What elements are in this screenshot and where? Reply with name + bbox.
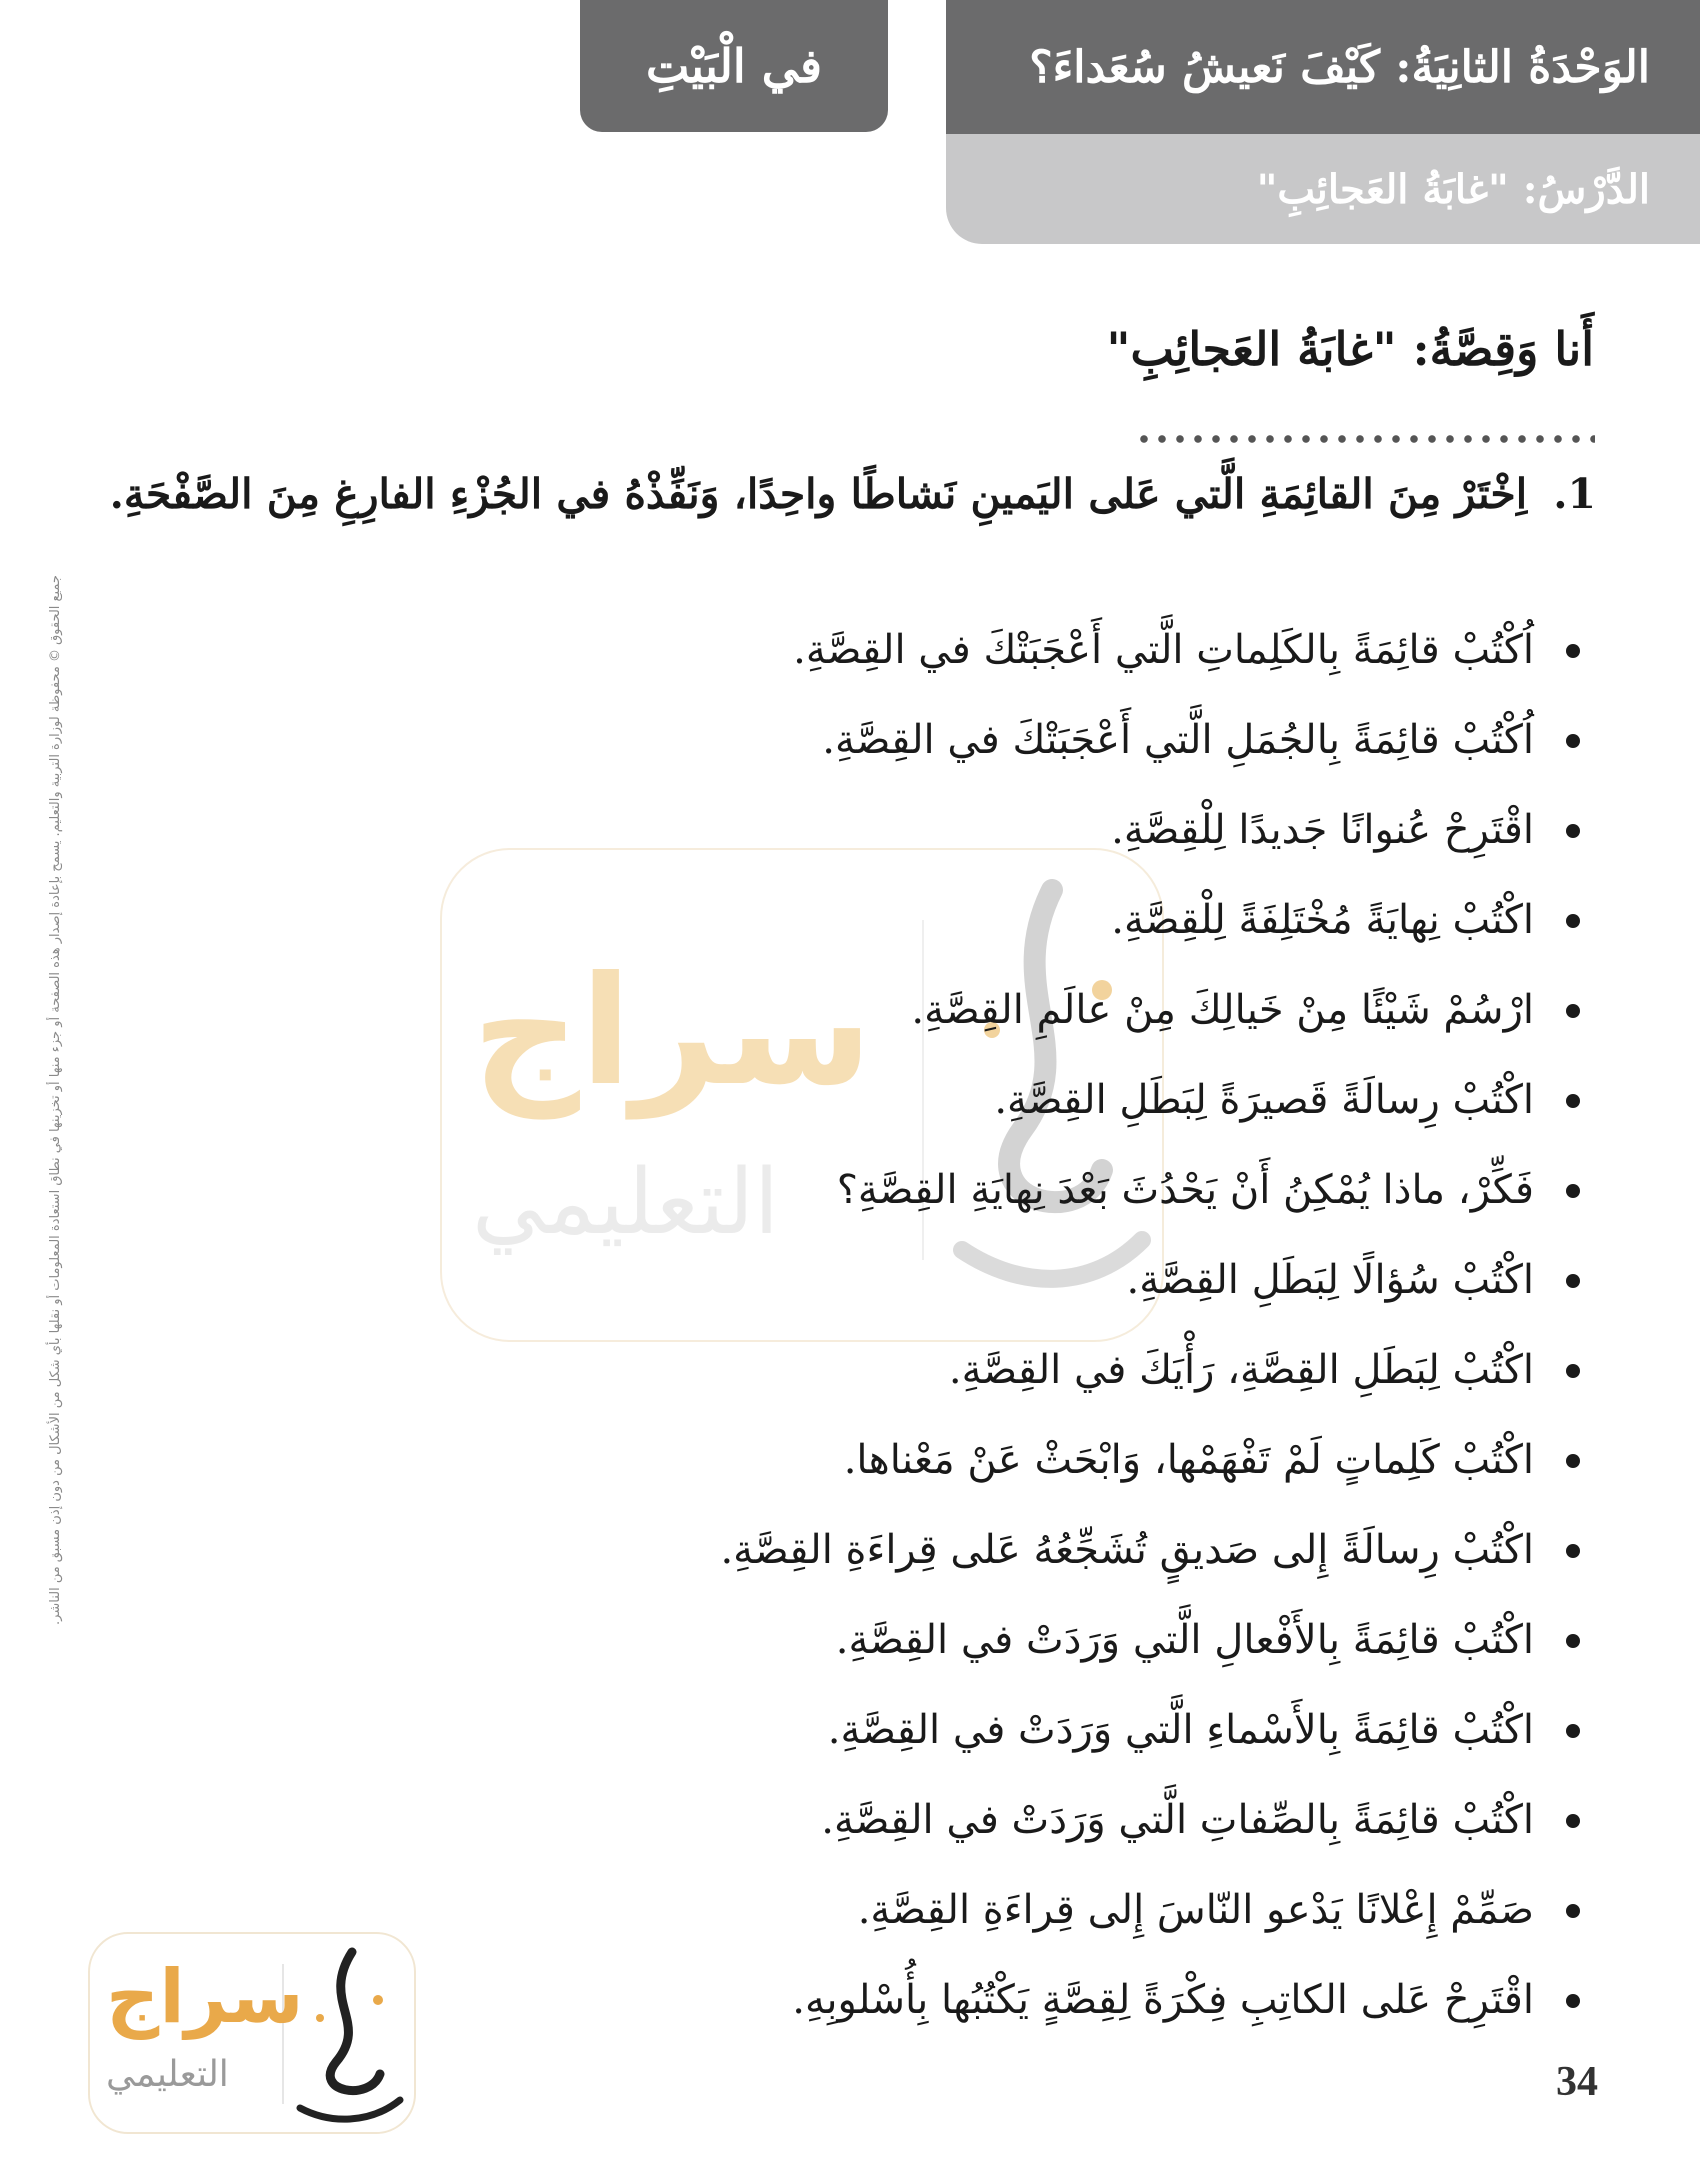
list-item: اكْتُبْ قائِمَةً بِالصِّفاتِ الَّتي وَرَدَتْ في القِصَّةِ.: [280, 1775, 1580, 1865]
dotted-divider: [1135, 432, 1595, 446]
list-item: اكْتُبْ نِهايَةً مُخْتَلِفَةً لِلْقِصَّةِ.: [280, 875, 1580, 965]
list-item: ارْسُمْ شَيْئًا مِنْ خَيالِكَ مِنْ عالَمِ القِصَّةِ.: [280, 965, 1580, 1055]
watermark-badge: [88, 1932, 416, 2134]
list-item: صَمِّمْ إِعْلانًا يَدْعو النّاسَ إِلى قِراءَةِ القِصَّةِ.: [280, 1865, 1580, 1955]
list-item: اقْتَرِحْ عَلى الكاتِبِ فِكْرَةً لِقِصَّةٍ يَكْتُبُها بِأُسْلوبِهِ.: [280, 1955, 1580, 2045]
home-tab-label: في الْبَيْتِ: [645, 39, 823, 93]
badge-subtitle: التعليمي: [106, 2054, 229, 2095]
list-item: اكْتُبْ رِسالَةً قَصيرَةً لِبَطَلِ القِصَّةِ.: [280, 1055, 1580, 1145]
unit-header: [946, 0, 1700, 244]
home-tab: [580, 0, 888, 132]
list-item: اكْتُبْ لِبَطَلِ القِصَّةِ، رَأْيَكَ في القِصَّةِ.: [280, 1325, 1580, 1415]
list-item: اقْتَرِحْ عُنوانًا جَديدًا لِلْقِصَّةِ.: [280, 785, 1580, 875]
activities-list: [280, 605, 1580, 2045]
list-item: اكْتُبْ كَلِماتٍ لَمْ تَفْهَمْها، وَابْحَثْ عَنْ مَعْناها.: [280, 1415, 1580, 1505]
list-item: اكْتُبْ قائِمَةً بِالأَفْعالِ الَّتي وَرَدَتْ في القِصَّةِ.: [280, 1595, 1580, 1685]
unit-title: الوَحْدَةُ الثانِيَةُ: كَيْفَ نَعيشُ سُعَداءَ؟: [1029, 41, 1650, 93]
page-number: 34: [1556, 2059, 1598, 2105]
unit-title-bar: [946, 0, 1700, 134]
calligraphy-emblem-icon: [290, 1942, 410, 2128]
instruction-text: اِخْتَرْ مِنَ القائِمَةِ الَّتي عَلى اليَمينِ نَشاطًا واحِدًا، وَنَفِّذْهُ في الجُزْءِ الفارِغِ مِنَ الصَّفْحَةِ.: [109, 470, 1528, 518]
list-item: اُكْتُبْ قائِمَةً بِالجُمَلِ الَّتي أَعْجَبَتْكَ في القِصَّةِ.: [280, 695, 1580, 785]
lesson-title: الدَّرْسُ: "غابَةُ العَجائِبِ": [1256, 165, 1650, 213]
copyright-note: جميع الحقوق © محفوظة لوزارة التربية والتعليم. يسمح بإعادة إصدار هذه الصفحة أو جزء منها أو تخزينها في نطاق استعادة المعلومات أو نقلها بأي شكل من الأشكال من دون إذن مسبق من الناشر.: [48, 575, 63, 1625]
watermark-name: سراج: [472, 945, 873, 1119]
list-item: اكْتُبْ قائِمَةً بِالأَسْماءِ الَّتي وَرَدَتْ في القِصَّةِ.: [280, 1685, 1580, 1775]
lesson-title-bar: [946, 134, 1700, 244]
section-title: أَنا وَقِصَّةُ: "غابَةُ العَجائِبِ": [1106, 322, 1594, 376]
badge-name: سراج: [106, 1954, 304, 2040]
list-item: اكْتُبْ سُؤالًا لِبَطَلِ القِصَّةِ.: [280, 1235, 1580, 1325]
list-item: اكْتُبْ رِسالَةً إِلى صَديقٍ تُشَجِّعُهُ عَلى قِراءَةِ القِصَّةِ.: [280, 1505, 1580, 1595]
list-item: اُكْتُبْ قائِمَةً بِالكَلِماتِ الَّتي أَعْجَبَتْكَ في القِصَّةِ.: [280, 605, 1580, 695]
instruction-number: 1.: [1553, 470, 1596, 518]
instruction: [109, 470, 1596, 518]
list-item: فَكِّرْ، ماذا يُمْكِنُ أَنْ يَحْدُثَ بَعْدَ نِهايَةِ القِصَّةِ؟: [280, 1145, 1580, 1235]
watermark-subtitle: التعليمي: [472, 1150, 780, 1255]
